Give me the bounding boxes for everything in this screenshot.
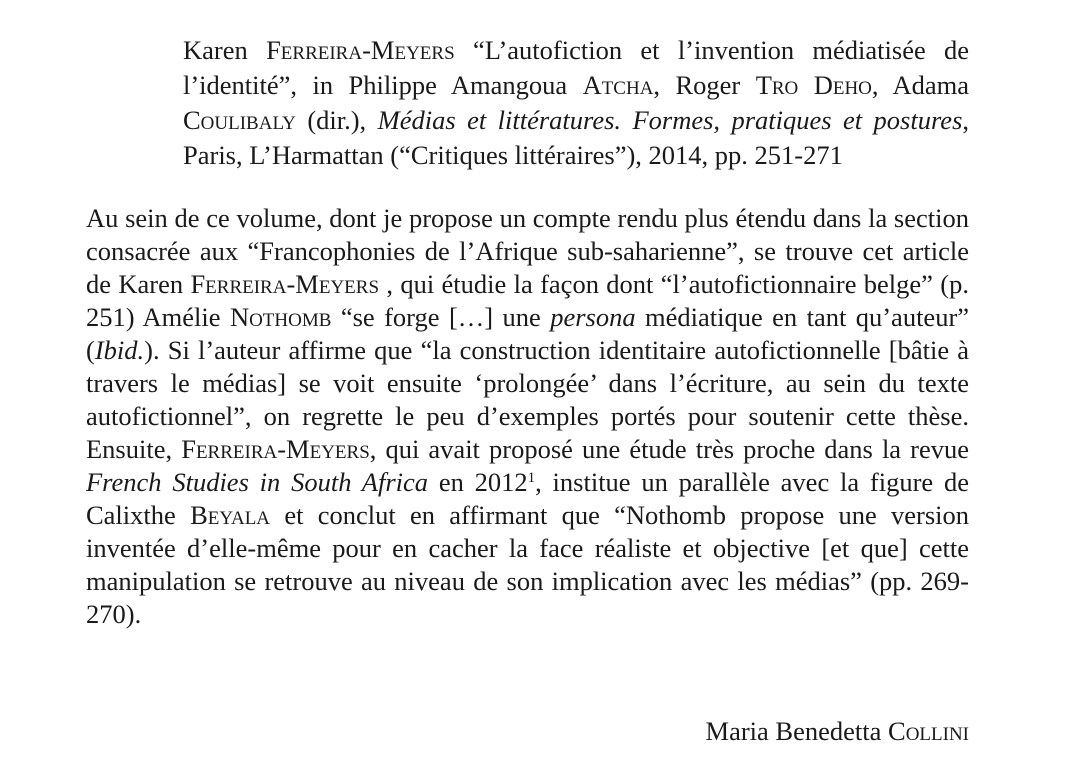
ref-between-2: , Adama	[871, 70, 970, 100]
ref-book-title: Médias et littératures. Formes, pratiques et postures	[377, 105, 963, 135]
review-name-4: Beyala	[190, 500, 271, 530]
ref-author-first: Karen	[183, 35, 248, 65]
ref-editor-3-last: Coulibaly	[183, 105, 296, 135]
review-journal: French Studies in South Africa	[86, 467, 429, 497]
review-text-6: , qui avait proposé une étude très proche dans la revue	[369, 434, 969, 464]
review-text-2: , qui étudie la façon dont “l’autofictionnaire belge” (p. 251) Amélie	[86, 269, 969, 332]
review-text-4: médiatique en tant qu’auteur” (	[86, 302, 970, 365]
signature-last: Collini	[888, 716, 969, 746]
reviewer-signature	[706, 715, 969, 748]
ref-editor-1-last: Atcha	[582, 70, 654, 100]
review-name-2: Nothomb	[229, 302, 332, 332]
ref-publication: , Paris, L’Harmattan (“Critiques littéraires”), 2014, pp. 251-271	[183, 105, 970, 170]
review-text-1: Au sein de ce volume, dont je propose un compte rendu plus étendu dans la section consacrée aux “Francophonies de l’Afrique sub-saharienne”, se trouve cet article de Karen	[86, 203, 969, 299]
review-name-3: Ferreira-Meyers	[181, 434, 370, 464]
signature-first: Maria Benedetta	[705, 716, 882, 746]
review-text-5: ). Si l’auteur affirme que “la construction identitaire autofictionnelle [bâtie à travers le médias] se voit ensuite ‘prolongée’ dans l’écriture, au sein du texte autofictionnel”, on regrette le peu d’exemples portés pour soutenir cette thèse. Ensuite,	[86, 335, 969, 464]
footnote-marker[interactable]: 1	[527, 470, 536, 486]
bibliographic-reference	[183, 33, 969, 173]
review-persona: persona	[550, 302, 636, 332]
review-name-1: Ferreira-Meyers	[190, 269, 380, 299]
review-paragraph	[86, 202, 969, 631]
ref-dir: (dir.),	[307, 105, 367, 135]
ref-article-title: “L’autofiction et l’invention médiatisée de l’identité”, in Philippe Amangoua	[183, 35, 970, 100]
review-text-3: “se forge […] une	[340, 302, 541, 332]
review-text-8: , institue un parallèle avec la figure de Calixthe	[86, 467, 970, 530]
ref-editor-2-last: Tro Deho	[755, 70, 872, 100]
ref-author-last: Ferreira-Meyers	[266, 35, 455, 65]
ref-between-1: , Roger	[653, 70, 741, 100]
review-text-7: en 2012	[438, 467, 528, 497]
review-text-9: et conclut en affirmant que “Nothomb propose une version inventée d’elle-même pour en cacher la face réaliste et objective [et que] cette manipulation se retrouve au niveau de son implication avec les médias” (pp. 269-270).	[86, 500, 970, 629]
review-ibid: Ibid.	[94, 335, 145, 365]
